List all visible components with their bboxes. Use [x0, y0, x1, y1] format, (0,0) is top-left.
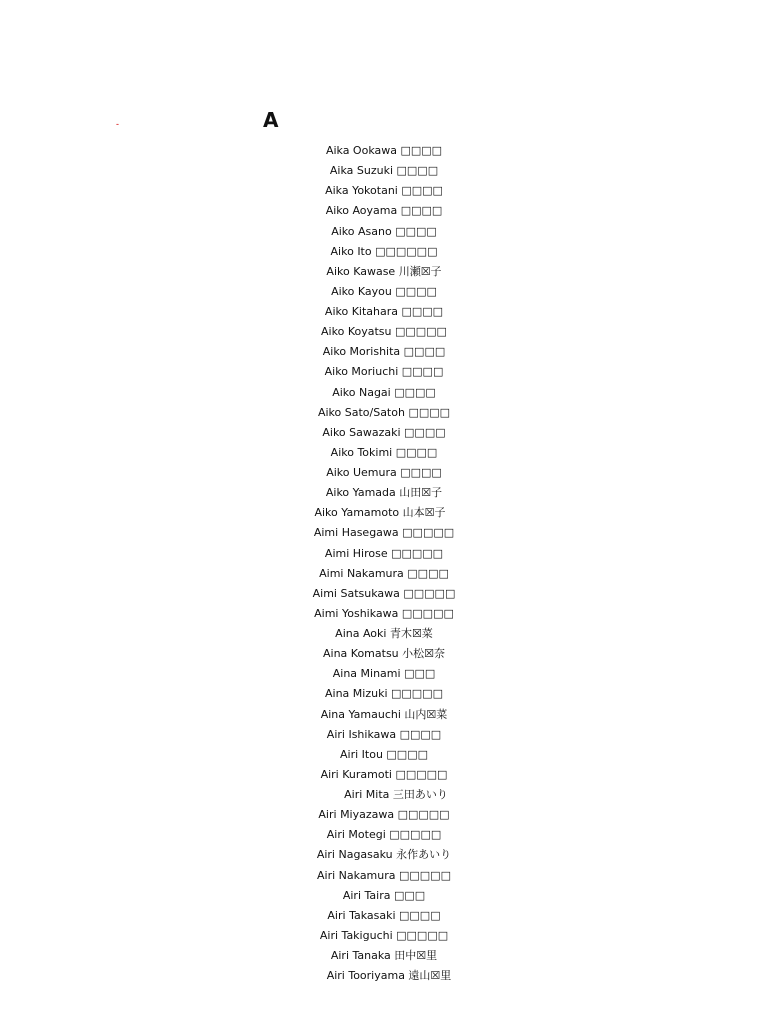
list-item: Aiko Kitahara □□□□ [324, 305, 444, 318]
list-item: Aiko Morishita □□□□ [322, 345, 446, 359]
list-item: Aimi Yoshikawa □□□□□ [314, 606, 454, 620]
list-item: Aiko Asano □□□□ [331, 224, 437, 238]
list-item: Airi Ishikawa □□□□ [326, 727, 442, 741]
list-item: Aimi Nakamura □□□□ [319, 566, 449, 580]
list-item: Aika Ookawa □□□□ [325, 144, 443, 157]
list-item: Airi Mita 三田あいり [344, 788, 448, 801]
list-item: Airi Nakamura □□□□□ [317, 868, 451, 882]
list-item: Aiko Kawase 川瀬☒子 [326, 264, 442, 278]
list-item: Aika Yokotani □□□□ [325, 184, 443, 198]
list-item: Aiko Moriuchi □□□□ [324, 365, 444, 379]
red-marker: - [116, 119, 119, 129]
list-item: Aiko Sato/Satoh □□□□ [317, 405, 451, 419]
list-item: Aina Aoki 青木☒菜 [335, 627, 433, 640]
list-item: Airi Taira □□□ [342, 888, 426, 902]
list-item: Aiko Koyatsu □□□□□ [321, 325, 447, 339]
list-item: Airi Tooriyama 遠山☒里 [326, 969, 452, 983]
list-item: Aina Mizuki □□□□□ [325, 687, 443, 701]
list-item: Aimi Hirose □□□□□ [324, 546, 444, 560]
list-item: Aiko Nagai □□□□ [332, 385, 436, 399]
list-item: Airi Nagasaku 永作あいり [316, 848, 452, 862]
list-item: Aina Komatsu 小松☒奈 [322, 647, 445, 661]
list-item: Aiko Yamada 山田☒子 [325, 486, 443, 500]
list-item: Aiko Uemura □□□□ [326, 466, 442, 479]
list-item: Aimi Hasegawa □□□□□ [313, 526, 455, 540]
list-item: Airi Takiguchi □□□□□ [319, 928, 449, 942]
section-letter-heading: A [263, 108, 279, 132]
list-item: Aiko Kayou □□□□ [331, 284, 437, 298]
list-item: Aiko Sawazaki □□□□ [322, 425, 446, 439]
list-item: Aiko Tokimi □□□□ [330, 445, 438, 459]
list-item: Aika Suzuki □□□□ [329, 164, 439, 178]
list-item: Airi Motegi □□□□□ [326, 828, 442, 842]
list-item: Aina Yamauchi 山内☒菜 [320, 707, 448, 721]
list-item: Aiko Aoyama □□□□ [325, 204, 443, 218]
list-item: Airi Tanaka 田中☒里 [330, 949, 438, 962]
list-item: Airi Kuramoti □□□□□ [320, 767, 448, 781]
list-item: Airi Takasaki □□□□ [327, 908, 441, 922]
list-item: Aiko Yamamoto 山本☒子 [314, 506, 446, 520]
name-list [234, 141, 534, 986]
list-item: Aiko Ito □□□□□□ [330, 244, 438, 258]
list-item: Airi Itou □□□□ [340, 747, 428, 761]
list-item: Airi Miyazawa □□□□□ [318, 808, 450, 822]
list-item: Aimi Satsukawa □□□□□ [312, 586, 456, 600]
list-item: Aina Minami □□□ [332, 667, 436, 681]
